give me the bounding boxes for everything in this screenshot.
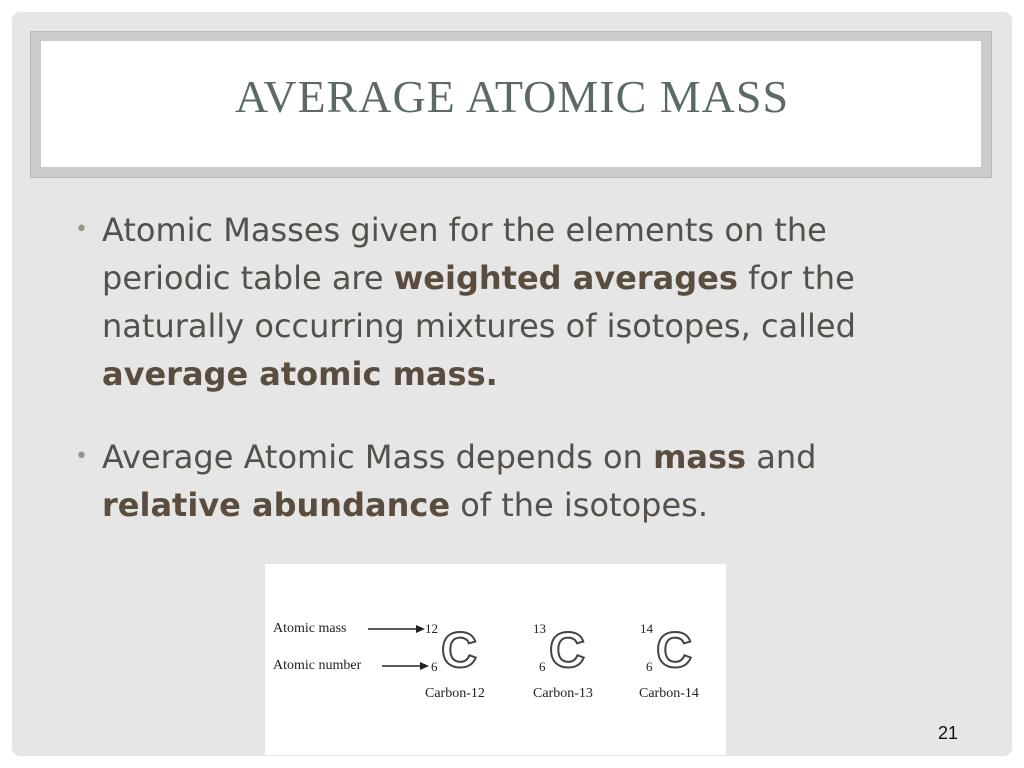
bullet-text: for the naturally occurring mixtures of isotopes, called: [102, 259, 856, 345]
atomic-mass-arrow-icon: [368, 625, 425, 633]
emphasis-text: relative abundance: [102, 486, 451, 524]
isotope-3-symbol: C: [656, 622, 693, 678]
isotope-3-name: Carbon-14: [639, 686, 699, 701]
atomic-number-arrow-icon: [382, 662, 429, 670]
bullet-text: and: [746, 438, 817, 476]
isotope-2-name: Carbon-13: [533, 686, 593, 701]
bullet-text: of the isotopes.: [450, 486, 709, 524]
bullet-dot: •: [75, 217, 88, 242]
isotope-3-mass: 14: [640, 621, 653, 636]
isotope-1-number: 6: [431, 659, 438, 674]
bullet-item-2: [75, 433, 935, 529]
emphasis-text: average atomic mass.: [102, 355, 498, 393]
bullet-text: Average Atomic Mass depends on: [102, 438, 654, 476]
page-number: 21: [938, 723, 959, 743]
isotope-3-number: 6: [646, 659, 653, 674]
isotope-figure: [265, 564, 726, 755]
emphasis-text: mass: [653, 438, 747, 476]
atomic-number-label: Atomic number: [273, 658, 362, 673]
isotope-2-mass: 13: [533, 621, 546, 636]
isotope-2-symbol: C: [549, 622, 586, 678]
bullet-text: Atomic Masses given for the elements on the periodic table are: [102, 211, 827, 297]
isotope-1-name: Carbon-12: [425, 686, 485, 701]
isotope-1-symbol: C: [441, 622, 478, 678]
bullet-list: [75, 206, 935, 564]
atomic-mass-label: Atomic mass: [273, 621, 347, 636]
emphasis-text: weighted averages: [393, 259, 738, 297]
bullet-dot: •: [75, 444, 88, 469]
isotope-1-mass: 12: [425, 621, 438, 636]
slide-title: AVERAGE ATOMIC MASS: [234, 71, 790, 122]
bullet-item-1: [75, 206, 935, 398]
isotope-2-number: 6: [539, 659, 546, 674]
